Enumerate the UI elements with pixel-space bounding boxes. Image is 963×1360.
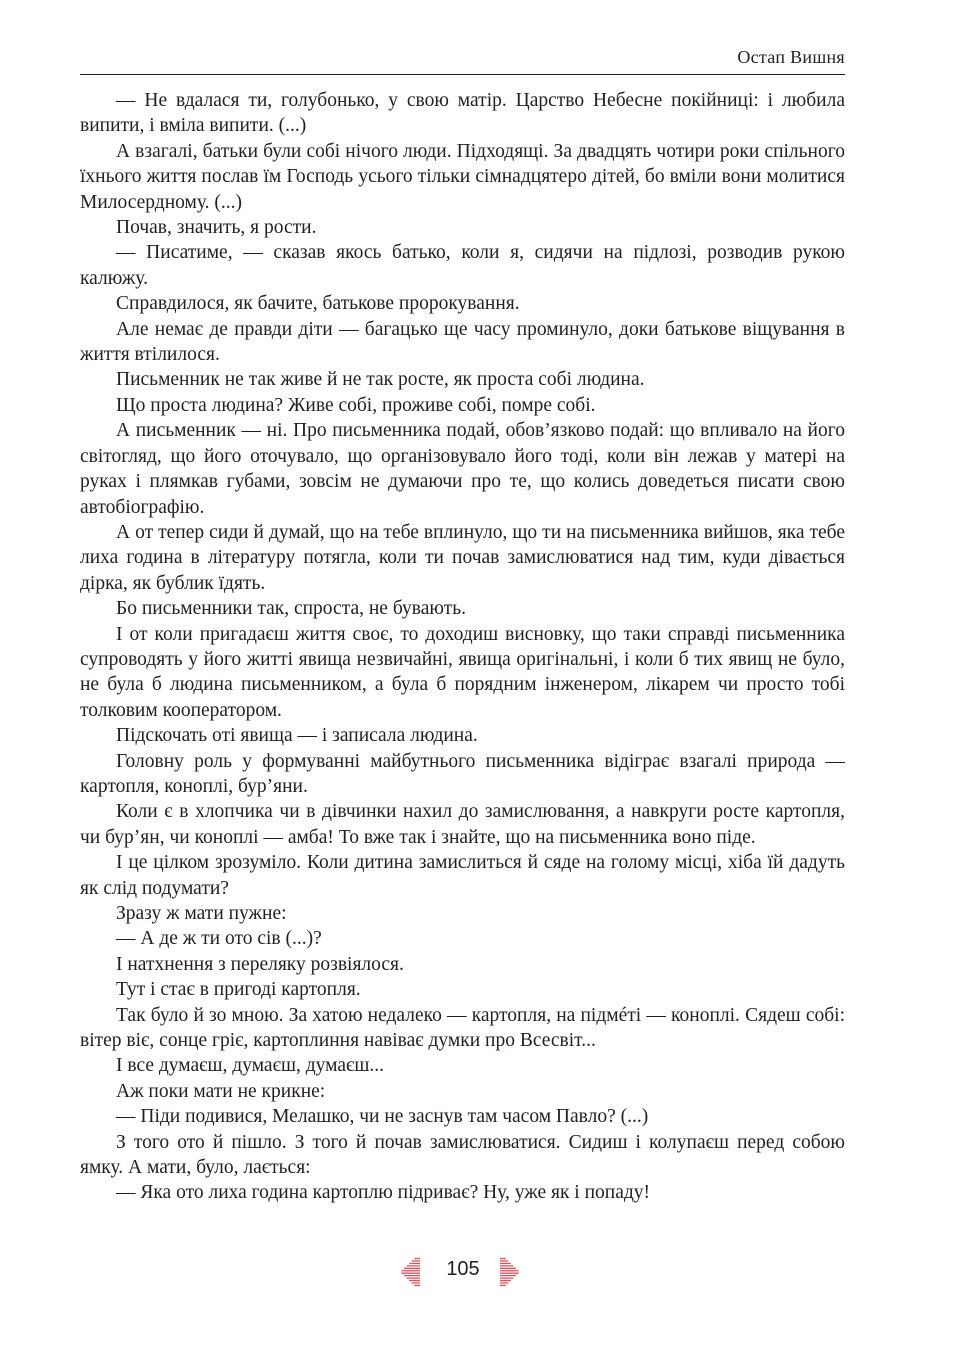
paragraph: І це цілком зрозуміло. Коли дитина замислиться й сяде на голому місці, хіба їй дадуть як слід подумати? [80, 852, 845, 899]
striped-arrow-left-icon [398, 1257, 420, 1287]
paragraph: Підскочать оті явища — і записала людина. [116, 725, 478, 747]
paragraph: І от коли пригадаєш життя своє, то доходиш висновку, що таки справді письменника супроводять у його житті явища незвичайні, явища оригінальні, і коли б тих явищ не було, не була б людина письменником, а була б порядним інженером, лікарем чи просто тобі толковим кооператором. [80, 623, 845, 721]
arrow-left-stripes [401, 1259, 420, 1286]
paragraph: Бо письменники так, спроста, не бувають. [116, 598, 466, 620]
paragraph: А взагалі, батьки були собі нічого люди. Підходящі. За двадцять чотири роки спільного їхнього життя послав їм Господь усього тільки сімнадцятеро дітей, бо вміли вони молитися Милосердному. (...) [80, 140, 845, 213]
body-text [80, 88, 845, 1206]
paragraph: Аж поки мати не крикне: [116, 1080, 326, 1102]
paragraph: Коли є в хлопчика чи в дівчинки нахил до замислювання, а навкруги росте картопля, чи бур’ян, чи коноплі — амба! То вже так і знайте, що на письменника воно піде. [80, 801, 845, 848]
paragraph: — Піди подивися, Мелашко, чи не заснув там часом Павло? (...) [116, 1106, 649, 1128]
paragraph: Що проста людина? Живе собі, проживе собі, помре собі. [116, 394, 596, 416]
paragraph: Письменник не так живе й не так росте, як проста собі людина. [116, 369, 645, 391]
paragraph: — А де ж ти ото сів (...)? [116, 928, 322, 950]
running-header [80, 46, 845, 75]
paragraph: Але немає де правди діти — багацько ще часу проминуло, доки батькове віщування в життя втілилося. [80, 318, 845, 366]
paragraph: І натхнення з переляку розвіялося. [116, 953, 404, 975]
paragraph: І все думаєш, думаєш, думаєш... [116, 1055, 384, 1077]
paragraph: З того ото й пішло. З того й почав замислюватися. Сидиш і колупаєш перед собою ямку. А мати, було, лається: [80, 1131, 845, 1179]
page-number: 105 [446, 1258, 480, 1280]
page-footer [0, 1256, 963, 1290]
header-author: Остап Вишня [737, 47, 845, 67]
arrow-right-stripes [500, 1259, 519, 1286]
paragraph: Так було й зо мною. За хатою недалеко — картопля, на підмéті — коноплі. Сядеш собі: вітер віє, сонце гріє, картоплиння навіває думки про Всесвіт... [80, 1004, 845, 1052]
paragraph: Почав, значить, я рости. [116, 217, 317, 239]
paragraph: А от тепер сиди й думай, що на тебе вплинуло, що ти на письменника вийшов, яка тебе лиха година в літературу потягла, коли ти почав замислюватися над тим, куди дівається дірка, як бублик їдять. [80, 521, 845, 594]
paragraph: А письменник — ні. Про письменника подай, обов’язково подай: що впливало на його світогляд, що його оточувало, що організовувало його тоді, коли він лежав у матері на руках і плямкав губами, зовсім не думаючи про те, що колись доведеться писати свою автобіографію. [80, 420, 845, 518]
paragraph: Тут і стає в пригоді картопля. [116, 979, 361, 1001]
paragraph: — Писатиме, — сказав якось батько, коли я, сидячи на підлозі, розводив рукою калюжу. [80, 242, 845, 289]
paragraph: Головну роль у формуванні майбутнього письменника відіграє взагалі природа — картопля, коноплі, бур’яни. [80, 750, 845, 797]
paragraph: Справдилося, як бачите, батькове пророкування. [116, 293, 520, 315]
paragraph: — Не вдалася ти, голубонько, у свою матір. Царство Небесне покійниці: і любила випити, і вміла випити. (...) [80, 90, 845, 137]
paragraph: Зразу ж мати пужне: [116, 903, 287, 924]
striped-arrow-right-icon [500, 1257, 522, 1287]
paragraph: — Яка ото лиха година картоплю підриває? Ну, уже як і попаду! [116, 1182, 651, 1204]
